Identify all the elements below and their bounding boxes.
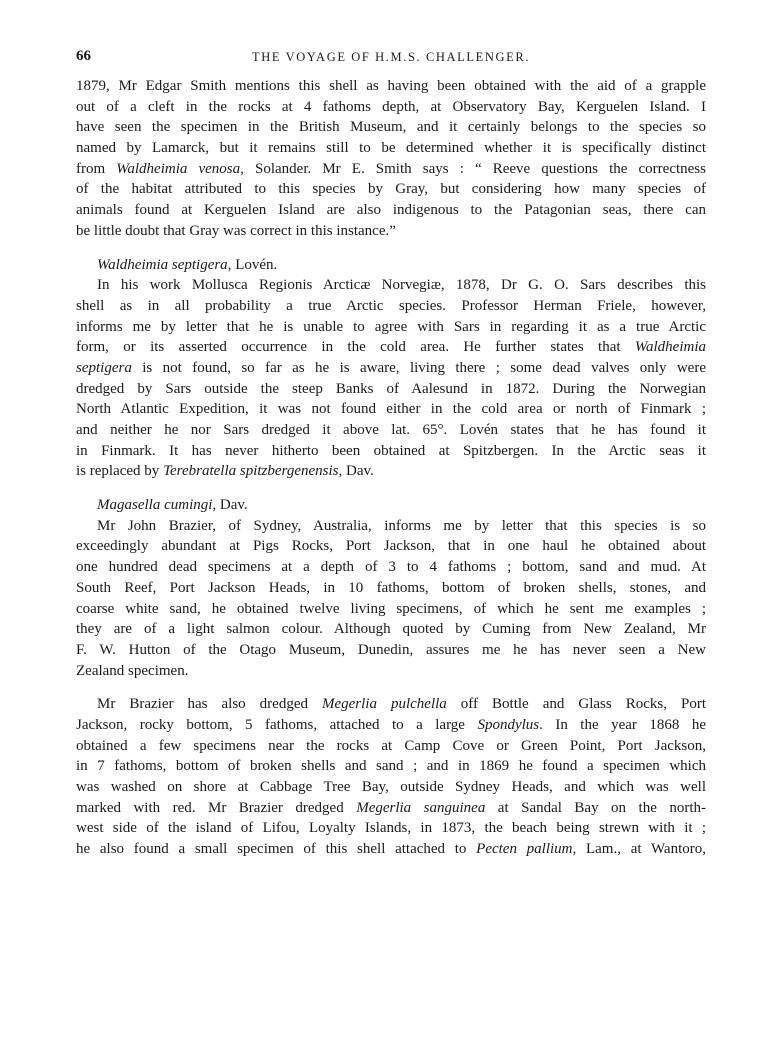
species-author: , Lovén. [227,256,278,273]
text-line: Zealand specimen. [76,662,189,679]
text-line: 1879, Mr Edgar Smith mentions this shell as having been obtained with the aid of a grapple [76,78,706,94]
text-line: of the habitat attributed to this species by Gray, but considering how many species of [76,181,706,198]
text-line [76,337,706,358]
text-line: be little doubt that Gray was correct in this instance.” [76,222,396,239]
species-name: Waldheimia [634,339,706,356]
species-name: Terebratella spitzbergenensis [163,463,339,480]
running-title: THE VOYAGE OF H.M.S. CHALLENGER. [251,50,531,64]
text-line: in Finmark. It has never hitherto been obtained at Spitzbergen. In the Arctic seas it [76,442,706,459]
text-line: North Atlantic Expedition, it was not found either in the cold area or north of Finmark ; [76,401,706,418]
text-run: from [76,160,117,177]
text-run: he also found a small specimen of this shell attached to [76,841,477,858]
text-line: dredged by Sars outside the steep Banks of Aalesund in 1872. During the Norwegian [76,380,706,397]
species-heading [76,255,706,276]
text-run: at Sandal Bay on the north- [485,799,706,816]
text-line: in 7 fathoms, bottom of broken shells and sand ; and in 1869 he found a specimen which [76,758,706,775]
text-line [76,798,706,819]
species-name: Pecten pallium [476,841,573,858]
book-page [76,48,706,860]
text-line [76,358,706,379]
species-name: Spondylus [477,716,540,733]
text-line: F. W. Hutton of the Otago Museum, Dunedin, assures me he has never seen a New [76,641,706,658]
text-line: west side of the island of Lifou, Loyalty Islands, in 1873, the beach being strewn with it ; [76,820,706,837]
text-line: informs me by letter that he is unable to agree with Sars in regarding it as a true Arctic [76,318,706,335]
text-run: , Dav. [338,463,374,480]
text-run: off Bottle and Glass Rocks, Port [446,696,706,713]
text-line: was washed on shore at Cabbage Tree Bay, outside Sydney Heads, and which was well [76,779,706,795]
text-line: obtained a few specimens near the rocks at Camp Cove or Green Point, Port Jackson, [76,737,706,754]
text-line: South Reef, Port Jackson Heads, in 10 fathoms, bottom of broken shells, stones, and [76,579,706,596]
text-line [76,461,706,482]
paragraph-continuation [76,76,706,242]
text-run: . In the year 1868 he [539,716,706,733]
text-run: Jackson, rocky bottom, 5 fathoms, attached to a large [76,716,478,733]
text-line: they are of a light salmon colour. Although quoted by Cuming from New Zealand, Mr [76,621,706,638]
species-name: septigera [76,359,132,376]
section-waldheimia-septigera [76,255,706,483]
text-line: have seen the specimen in the British Museum, and it certainly belongs to the species so [76,119,706,136]
section-gap [76,681,706,694]
text-line [76,715,706,736]
text-run: marked with red. Mr Brazier dredged [76,799,357,816]
section-magasella-cumingi [76,495,706,681]
text-run: form, or its asserted occurrence in the cold area. He further states that [76,339,635,356]
text-line: exceedingly abundant at Pigs Rocks, Port Jackson, that in one haul he obtained about [76,538,706,555]
species-name: Megerlia sanguinea [356,799,486,816]
section-gap [76,482,706,495]
text-line: named by Lamarck, but it remains still to be determined whether it is specifically distinct [76,140,706,157]
text-run: , Solander. Mr E. Smith says : “ Reeve questions the correctness [240,160,706,177]
text-run: , Lam., at Wantoro, [572,841,706,858]
text-run: is not found, so far as he is aware, living there ; some dead valves only were [131,359,706,376]
text-line: and neither he nor Sars dredged it above lat. 65°. Lovén states that he has found it [76,422,706,438]
paragraph-megerlia [76,694,706,860]
species-heading [76,495,706,516]
text-line: Mr John Brazier, of Sydney, Australia, informs me by letter that this species is so [97,517,706,534]
species-name: Megerlia pulchella [321,696,447,713]
species-name: Waldheimia septigera [97,256,228,273]
running-head [76,48,706,70]
text-line [76,694,706,715]
text-line: In his work Mollusca Regionis Arcticæ Norvegiæ, 1878, Dr G. O. Sars describes this [97,277,706,294]
text-line [76,159,706,180]
text-line: coarse white sand, he obtained twelve living specimens, of which he sent me examples ; [76,600,706,617]
text-line: one hundred dead specimens at a depth of 3 to 4 fathoms ; bottom, sand and mud. At [76,559,706,576]
text-line: shell as in all probability a true Arctic species. Professor Herman Friele, however, [76,297,706,314]
text-line [76,839,706,860]
page-number: 66 [76,48,91,64]
text-run: is replaced by [76,463,164,480]
text-run: Mr Brazier has also dredged [97,696,322,713]
species-name: Waldheimia venosa [116,160,241,177]
text-line: out of a cleft in the rocks at 4 fathoms depth, at Observatory Bay, Kerguelen Island. I [76,98,706,115]
section-gap [76,242,706,255]
species-name: Magasella cumingi [97,497,213,514]
text-line: animals found at Kerguelen Island are also indigenous to the Patagonian seas, there can [76,202,706,219]
species-author: , Dav. [212,497,248,514]
